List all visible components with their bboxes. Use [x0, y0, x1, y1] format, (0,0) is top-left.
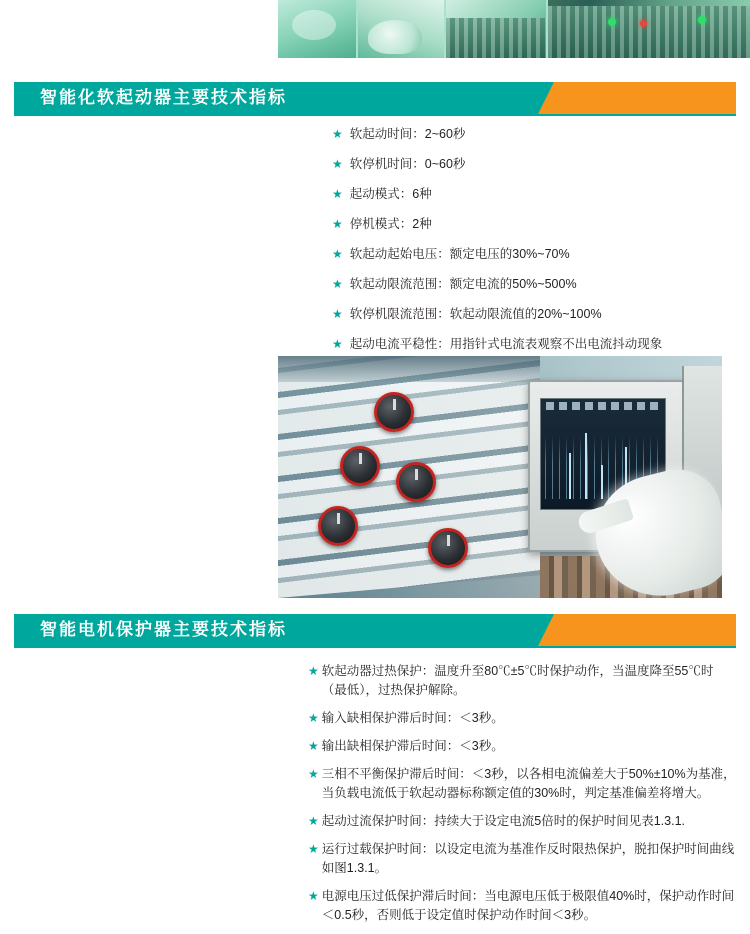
star-icon: ★: [308, 889, 319, 903]
control-knob: [396, 462, 436, 502]
list-item-text: 软起动器过热保护：温度升至80℃±5℃时保护动作，当温度降至55℃时（最低），过热保护解除。: [321, 664, 714, 697]
section-title-2: 智能电机保护器主要技术指标: [40, 620, 287, 639]
star-icon: ★: [332, 247, 343, 261]
photo-hand: [368, 20, 422, 54]
list-item-text: 输出缺相保护滞后时间：＜3秒。: [321, 739, 504, 753]
list-item: [308, 840, 738, 878]
photo-machine: [446, 18, 546, 58]
control-knob: [318, 506, 358, 546]
status-led-green: [608, 18, 616, 26]
status-led-green: [698, 16, 706, 24]
photo-panel-2: [358, 0, 444, 58]
photo-top-shadow: [278, 356, 540, 382]
list-item: [332, 126, 732, 142]
list-item-text: 三相不平衡保护滞后时间：＜3秒，以各相电流偏差大于50%±10%为基准，当负载电流低于软起动器标称额定值的30%时，判定基准偏差将增大。: [321, 767, 736, 800]
star-icon: ★: [308, 842, 319, 856]
list-item-text: 停机模式：2种: [349, 217, 432, 231]
star-icon: ★: [308, 767, 319, 781]
banner-underline: [14, 114, 736, 116]
list-item-text: 起动模式：6种: [349, 187, 432, 201]
photo-panel-4: [548, 0, 750, 58]
top-photo-strip: [278, 0, 750, 58]
star-icon: ★: [308, 711, 319, 725]
list-item-text: 软停机时间：0~60秒: [349, 157, 466, 171]
star-icon: ★: [332, 157, 343, 171]
star-icon: ★: [308, 814, 319, 828]
list-item-text: 软起动起始电压：额定电压的30%~70%: [349, 247, 570, 261]
spec-list-motorprotector: [308, 662, 738, 934]
banner-underline: [14, 646, 736, 648]
list-item-text: 软起动时间：2~60秒: [349, 127, 466, 141]
list-item: [308, 765, 738, 803]
list-item: [332, 336, 732, 352]
list-item-text: 起动过流保护时间：持续大于设定电流5倍时的保护时间见表1.3.1.: [321, 814, 685, 828]
photo-panel-3: [446, 0, 546, 58]
list-item-text: 起动电流平稳性：用指针式电流表观察不出电流抖动现象: [349, 337, 663, 351]
list-item-text: 软起动限流范围：额定电流的50%~500%: [349, 277, 577, 291]
photo-control-cabinet: [278, 356, 722, 598]
section-banner-motorprotector: [14, 614, 736, 646]
list-item: [308, 737, 738, 756]
list-item-text: 软停机限流范围：软起动限流值的20%~100%: [349, 307, 602, 321]
list-item: [332, 246, 732, 262]
list-item: [332, 306, 732, 322]
section-title-1: 智能化软起动器主要技术指标: [40, 88, 287, 107]
screen-text-lines: [546, 402, 660, 410]
list-item-text: 运行过载保护时间：以设定电流为基准作反时限热保护，脱扣保护时间曲线如图1.3.1。: [321, 842, 735, 875]
list-item: [308, 709, 738, 728]
control-knob: [374, 392, 414, 432]
list-item: [308, 662, 738, 700]
banner-orange-bar: [554, 614, 736, 646]
star-icon: ★: [332, 277, 343, 291]
star-icon: ★: [332, 127, 343, 141]
banner-orange-bar: [554, 82, 736, 114]
control-knob: [340, 446, 380, 486]
list-item: [308, 812, 738, 831]
star-icon: ★: [332, 307, 343, 321]
list-item: [308, 887, 738, 925]
section-banner-softstarter: [14, 82, 736, 114]
waveform-spike: [601, 465, 603, 499]
star-icon: ★: [332, 187, 343, 201]
photo-panel-1: [278, 0, 356, 58]
list-item: [332, 216, 732, 232]
waveform-spike: [569, 453, 571, 499]
list-item-text: 电源电压过低保护滞后时间：当电源电压低于极限值40%时，保护动作时间＜0.5秒，否则低于设定值时保护动作时间＜3秒。: [321, 889, 735, 922]
star-icon: ★: [332, 217, 343, 231]
list-item-text: 输入缺相保护滞后时间：＜3秒。: [321, 711, 504, 725]
photo-highlight: [292, 10, 336, 40]
star-icon: ★: [308, 664, 319, 678]
control-knob: [428, 528, 468, 568]
waveform-spike: [585, 433, 587, 499]
list-item: [332, 156, 732, 172]
list-item: [332, 186, 732, 202]
spec-list-softstarter: [332, 126, 732, 366]
star-icon: ★: [308, 739, 319, 753]
list-item: [332, 276, 732, 292]
star-icon: ★: [332, 337, 343, 351]
status-led-red: [640, 20, 647, 27]
photo-rack: [548, 6, 750, 58]
